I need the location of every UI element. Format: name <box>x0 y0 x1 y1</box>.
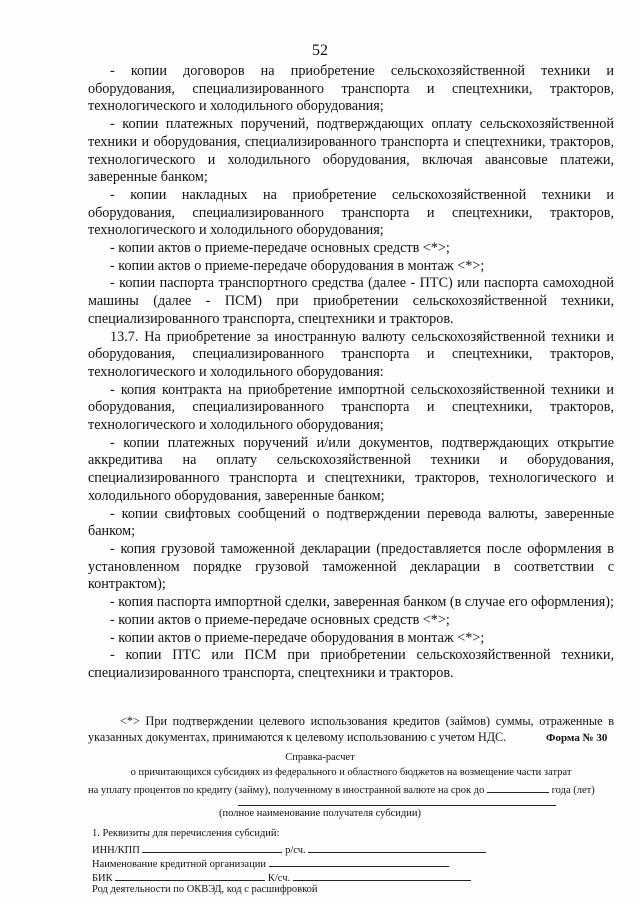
paragraph: - копии паспорта транспортного средства (далее - ПТС) или паспорта самоходной машины (далее - ПСМ) при приобретении сельскохозяйственной техники, специализированного транспорта, спецтехники и тракторов. <box>88 275 614 327</box>
bik-field <box>115 870 265 881</box>
footnote-text: <*> При подтверждении целевого использования кредитов (займов) суммы, отраженные в указанных документах, принимаются к целевому использованию с учетом НДС. <box>88 714 614 744</box>
bank-field <box>269 856 449 867</box>
paragraph: - копии актов о приеме-передаче основных средств <*>; <box>110 611 450 628</box>
paragraph: - копии актов о приеме-передаче основных средств <*>; <box>110 240 450 257</box>
term-blank <box>487 782 549 793</box>
bik-row <box>92 870 471 884</box>
requisites-title: 1. Реквизиты для перечисления субсидий: <box>92 828 280 839</box>
recipient-caption: (полное наименование получателя субсидии) <box>219 808 421 819</box>
paragraph: - копии ПТС или ПСМ при приобретении сельскохозяйственной техники, специализированного транспорта, спецтехники и тракторов. <box>88 647 614 681</box>
paragraph: 13.7. На приобретение за иностранную валюту сельскохозяйственной техники и оборудования, специализированного транспорта и спецтехники, тракторов, технологического и холодильного оборудования: <box>88 328 614 380</box>
okved-label: Род деятельности по ОКВЭД, код с расшифровкой <box>92 884 318 895</box>
spravka-title: Справка-расчет <box>285 752 355 763</box>
form-label: Форма № 30 <box>546 732 608 744</box>
main-text <box>88 63 614 683</box>
paragraph: - копии договоров на приобретение сельскохозяйственной техники и оборудования, специализированного транспорта и спецтехники, тракторов, технологического и холодильного оборудования; <box>88 63 614 115</box>
paragraph: - копии актов о приеме-передаче оборудования в монтаж <*>; <box>110 629 485 646</box>
paragraph: - копии актов о приеме-передаче оборудования в монтаж <*>; <box>110 257 485 274</box>
paragraph: - копия паспорта импортной сделки, заверенная банком (в случае его оформления); <box>110 594 614 611</box>
inn-row <box>92 842 486 856</box>
spravka-subtitle-line2-a: на уплату процентов по кредиту (займу), полученному в иностранной валюте на срок до <box>88 785 485 796</box>
spravka-subtitle-line1: о причитающихся субсидиях из федерального и областного бюджетов на возмещение части затрат <box>130 767 572 778</box>
spravka-subtitle-line2-b: года (лет) <box>551 785 595 796</box>
paragraph: - копии платежных поручений и/или документов, подтверждающих открытие аккредитива на оплату сельскохозяйственной техники и оборудования, специализированного транспорта и спецтехники, тракторов, технологического и холодильного оборудования, заверенные банком; <box>88 434 614 504</box>
inn-label: ИНН/КПП <box>92 845 140 856</box>
ks-label: К/сч. <box>267 873 291 884</box>
ks-field <box>293 870 471 881</box>
paragraph: - копии накладных на приобретение сельскохозяйственной техники и оборудования, специализированного транспорта и спецтехники, тракторов, технологического и холодильного оборудования; <box>88 186 614 239</box>
paragraph: - копии свифтовых сообщений о подтверждении перевода валюты, заверенные банком; <box>88 505 614 540</box>
paragraph: - копия контракта на приобретение импортной сельскохозяйственной техники и оборудования, специализированного транспорта и спецтехники, тракторов, технологического и холодильного оборудования; <box>88 381 614 434</box>
paragraph: - копия грузовой таможенной декларации (предоставляется после оформления в установленном порядке грузовой таможенной декларации в соответствии с контрактом); <box>88 540 614 593</box>
okved-row <box>92 884 318 895</box>
footnote <box>88 713 614 745</box>
spravka-subtitle-line2 <box>88 782 614 796</box>
rs-label: р/сч. <box>285 845 306 856</box>
bank-row <box>92 856 449 870</box>
bank-label: Наименование кредитной организации <box>92 859 266 870</box>
bik-label: БИК <box>92 873 113 884</box>
page-number: 52 <box>312 42 328 59</box>
inn-field <box>142 842 282 853</box>
paragraph: - копии платежных поручений, подтверждающих оплату сельскохозяйственной техники и оборудования, специализированного транспорта и спецтехники, тракторов, технологического и холодильного оборудования, включая авансовые платежи, заверенные банком; <box>88 116 614 186</box>
recipient-name-line <box>238 805 556 806</box>
rs-field <box>308 842 486 853</box>
